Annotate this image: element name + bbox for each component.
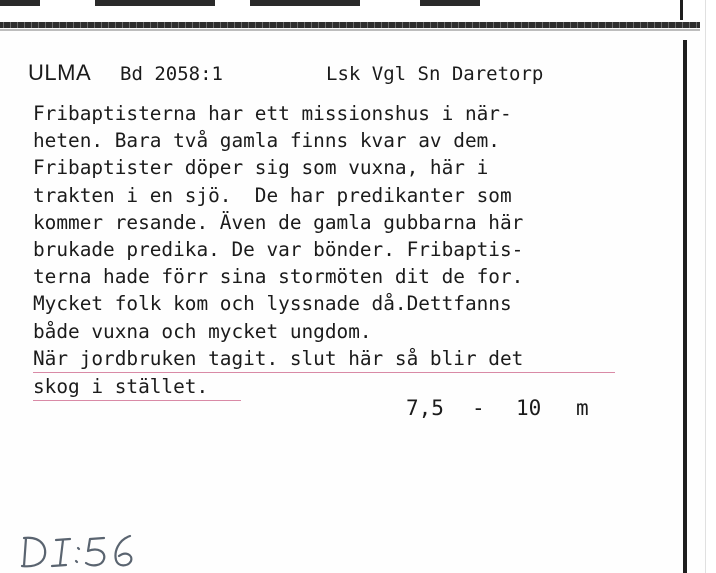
scan-right-margin xyxy=(705,0,716,573)
underlined-text-line: När jordbruken tagit. slut här så blir det xyxy=(33,345,615,373)
text-line: trakten i en sjö. De har predikanter som xyxy=(33,183,512,207)
text-line: brukade predika. De var bönder. Fribaptis- xyxy=(33,237,524,261)
measurement-unit: m xyxy=(576,396,589,420)
scan-corner-mark xyxy=(680,0,683,20)
card-header xyxy=(28,60,668,90)
handwritten-note xyxy=(18,530,148,570)
text-line: terna hade förr sina stormöten dit de for. xyxy=(33,265,524,289)
text-line: Mycket folk kom och lyssnade då.Dettfanns xyxy=(33,292,512,316)
record-location: Lsk Vgl Sn Daretorp xyxy=(326,63,544,85)
measurement-from: 7,5 xyxy=(406,396,444,420)
measurement-to: 10 xyxy=(516,396,542,420)
text-line: heten. Bara två gamla finns kvar av dem. xyxy=(33,129,500,153)
text-line: både vuxna och mycket ungdom. xyxy=(33,319,372,343)
scan-top-edge xyxy=(0,0,716,20)
card-top-border xyxy=(0,22,700,28)
underlined-text-line: skog i stället. xyxy=(33,373,241,401)
text-line: Fribaptister döper sig som vuxna, här i xyxy=(33,156,489,180)
archive-code: ULMA xyxy=(28,60,92,85)
card-top-border-shadow xyxy=(0,29,700,31)
measurement-dash: - xyxy=(472,396,485,420)
record-text xyxy=(33,100,673,401)
text-line: Fribaptisterna har ett missionshus i när- xyxy=(33,102,512,125)
card-right-border xyxy=(683,40,687,573)
text-line: kommer resande. Även de gamla gubbarna här xyxy=(33,210,524,234)
record-reference: Bd 2058:1 xyxy=(120,63,223,85)
